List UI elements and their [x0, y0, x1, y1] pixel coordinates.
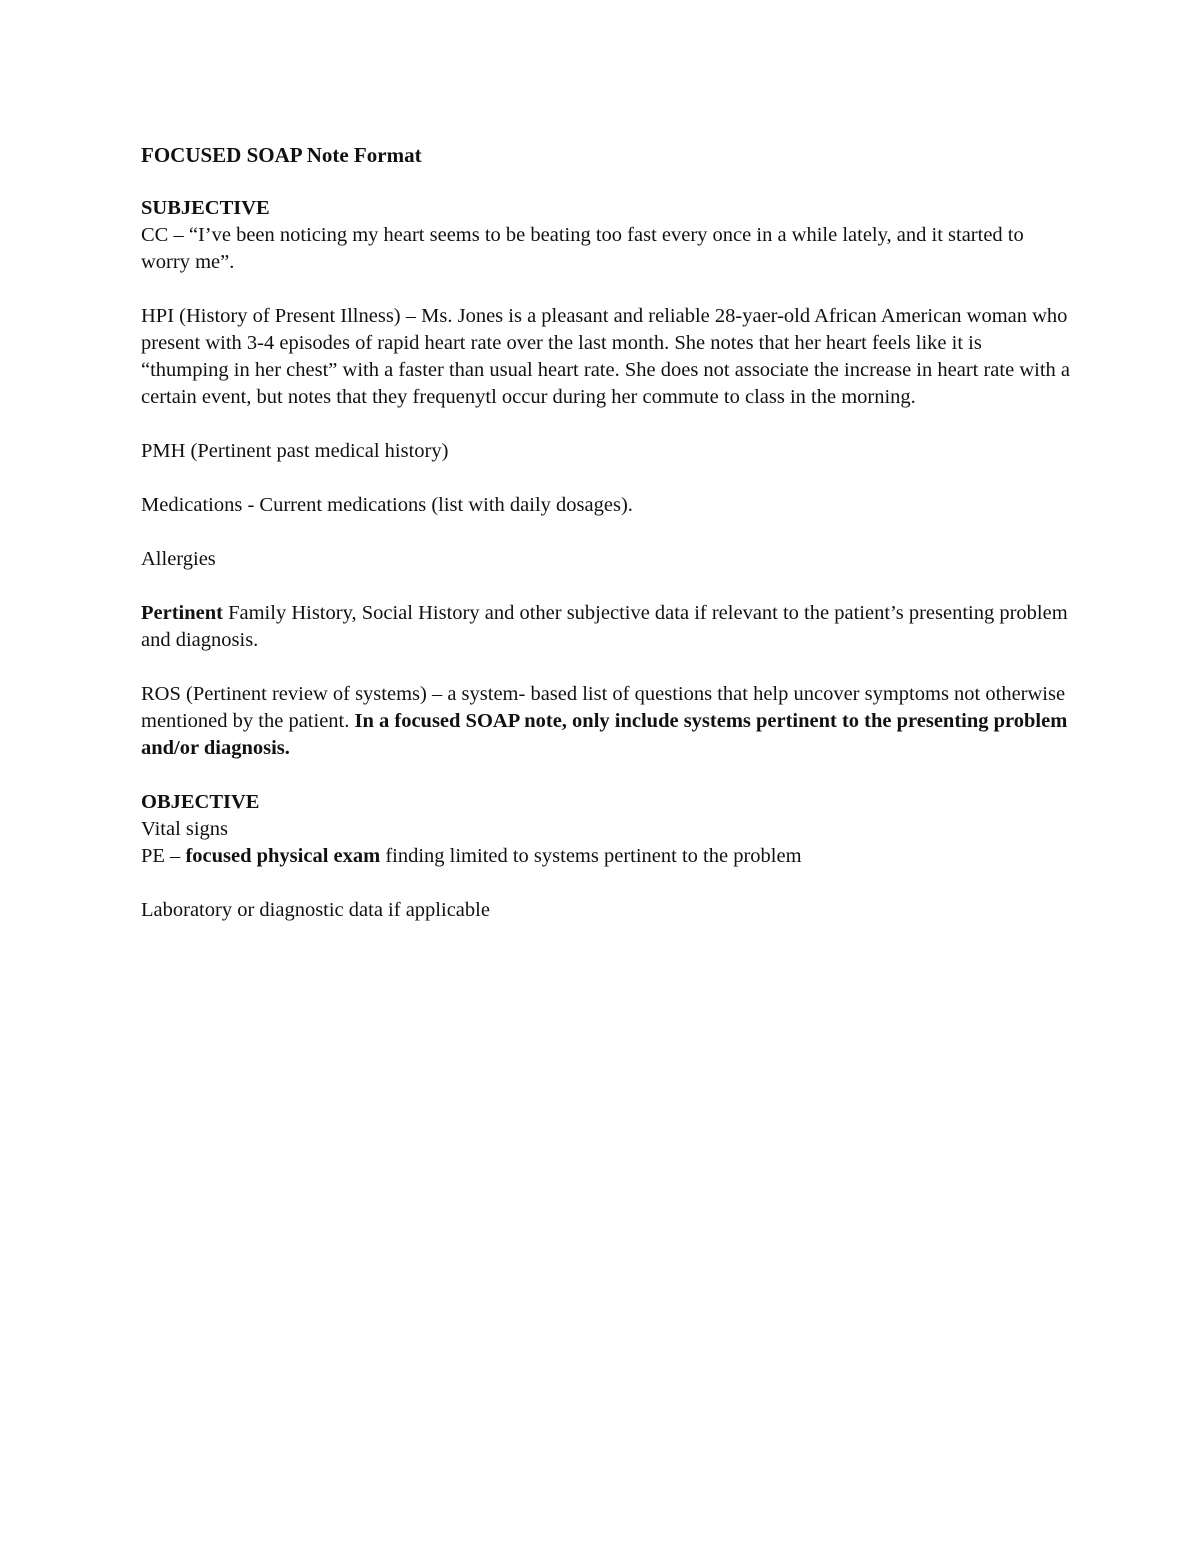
document-title: FOCUSED SOAP Note Format — [141, 143, 422, 167]
pe-bold: focused physical exam — [185, 845, 381, 867]
medications-line: Medications - Current medications (list with daily dosages). — [141, 494, 633, 516]
pe-prefix: PE – — [141, 845, 186, 867]
vital-signs-line: Vital signs — [141, 818, 229, 840]
lab-line: Laboratory or diagnostic data if applicable — [141, 899, 490, 921]
allergies-line: Allergies — [141, 548, 216, 570]
ros-plain: ROS (Pertinent review of systems) – a system- based list of questions that help uncover symptoms not otherwise mentioned by the patient. — [141, 683, 1066, 732]
ros-bold: In a focused SOAP note, only include systems pertinent to the presenting problem and/or diagnosis. — [141, 710, 1068, 759]
pertinent-history-paragraph — [141, 600, 1071, 654]
hpi-paragraph: HPI (History of Present Illness) – Ms. Jones is a pleasant and reliable 28-yaer-old African American woman who present with 3-4 episodes of rapid heart rate over the last month. She notes that her heart feels like it is “thumping in her chest” with a faster than usual heart rate. She does not associate the increase in heart rate with a certain event, but notes that they frequenytl occur during her commute to class in the morning. — [141, 305, 1070, 408]
chief-complaint: CC – “I’ve been noticing my heart seems to be beating too fast every once in a while lately, and it started to worry me”. — [141, 224, 1024, 273]
pe-rest: finding limited to systems pertinent to the problem — [380, 845, 802, 867]
pe-line — [141, 843, 1071, 870]
objective-heading: OBJECTIVE — [141, 791, 260, 813]
pmh-line: PMH (Pertinent past medical history) — [141, 440, 449, 462]
pertinent-rest: Family History, Social History and other subjective data if relevant to the patient’s presenting problem and diagnosis. — [141, 602, 1068, 651]
document-page — [141, 142, 1071, 951]
ros-paragraph — [141, 681, 1071, 762]
pertinent-bold: Pertinent — [141, 602, 223, 624]
subjective-heading: SUBJECTIVE — [141, 197, 270, 219]
